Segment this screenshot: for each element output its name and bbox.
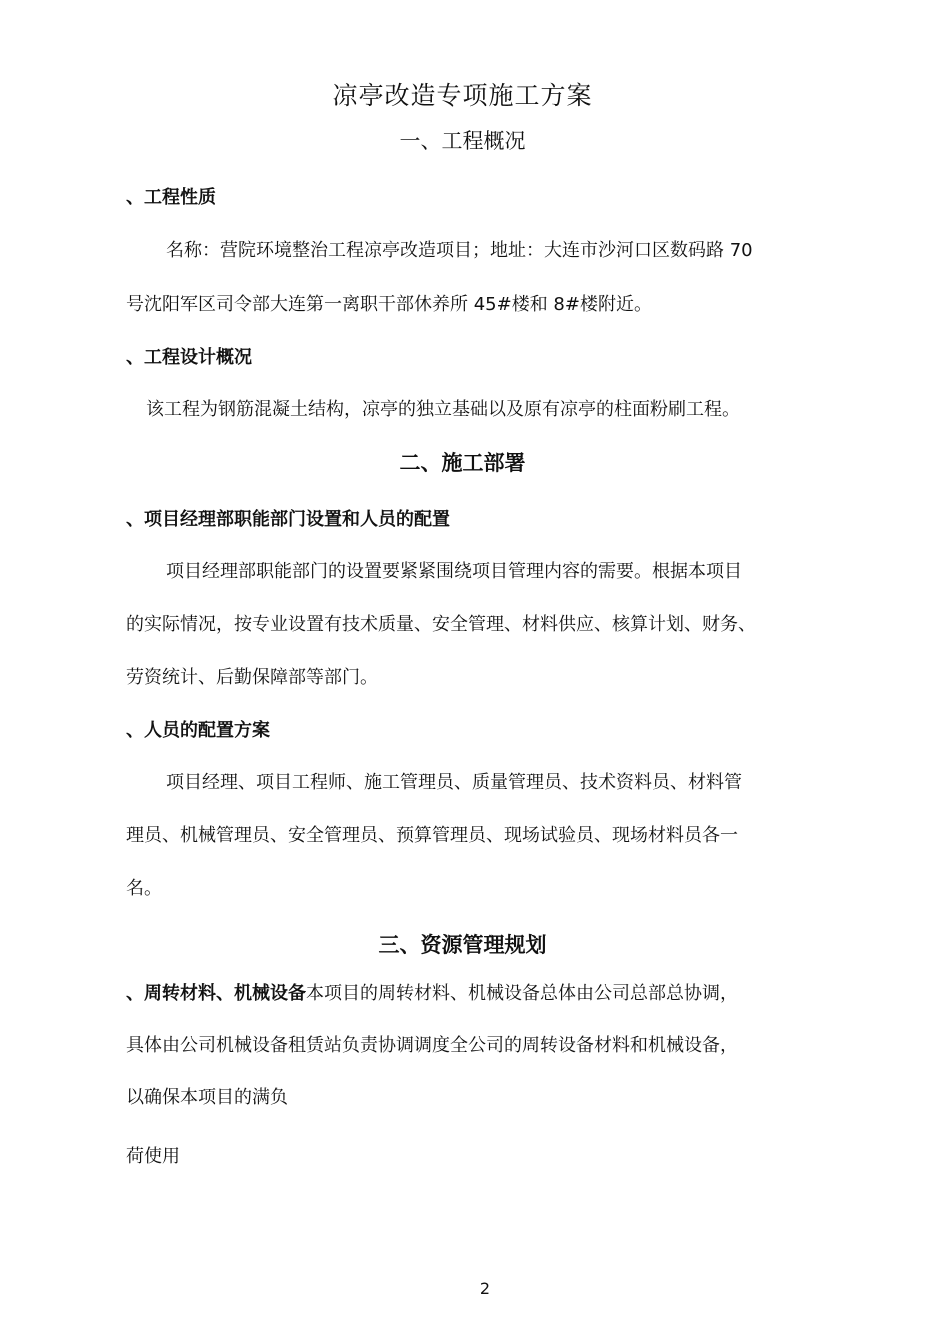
paragraph-line: 项目经理、项目工程师、施工管理员、质量管理员、技术资料员、材料管 [166,772,742,793]
paragraph-line: 具体由公司机械设备租赁站负责协调调度全公司的周转设备材料和机械设备， [126,1035,738,1056]
paragraph-line [126,979,738,1005]
heading-design-overview: 、工程设计概况 [126,347,252,368]
paragraph-line: 名。 [126,878,162,899]
section-heading-3: 三、资源管理规划 [378,933,547,957]
heading-department-setup: 、项目经理部职能部门设置和人员的配置 [126,509,450,530]
paragraph-text: 本项目的周转材料、机械设备总体由公司总部总协调， [306,983,738,1004]
paragraph-line: 理员、机械管理员、安全管理员、预算管理员、现场试验员、现场材料员各一 [126,825,738,846]
paragraph-line: 号沈阳军区司令部大连第一离职干部休养所 45#楼和 8#楼附近。 [126,294,652,315]
heading-staffing-plan: 、人员的配置方案 [126,720,270,741]
inline-heading-materials: 、周转材料、机械设备 [126,983,306,1004]
paragraph-line: 以确保本项目的满负 [126,1087,288,1108]
paragraph-line: 名称：营院环境整治工程凉亭改造项目；地址：大连市沙河口区数码路 70 [166,240,753,261]
paragraph-line: 该工程为钢筋混凝土结构，凉亭的独立基础以及原有凉亭的柱面粉刷工程。 [146,399,740,420]
page-number: 2 [479,1279,491,1298]
paragraph-line: 荷使用 [126,1146,180,1167]
paragraph-line: 项目经理部职能部门的设置要紧紧围绕项目管理内容的需要。根据本项目 [166,561,742,582]
section-heading-1: 一、工程概况 [399,129,526,153]
paragraph-line: 的实际情况，按专业设置有技术质量、安全管理、材料供应、核算计划、财务、 [126,614,756,635]
heading-engineering-nature: 、工程性质 [126,187,216,208]
section-heading-2: 二、施工部署 [399,451,526,475]
document-title: 凉亭改造专项施工方案 [332,81,593,110]
paragraph-line: 劳资统计、后勤保障部等部门。 [126,667,378,688]
